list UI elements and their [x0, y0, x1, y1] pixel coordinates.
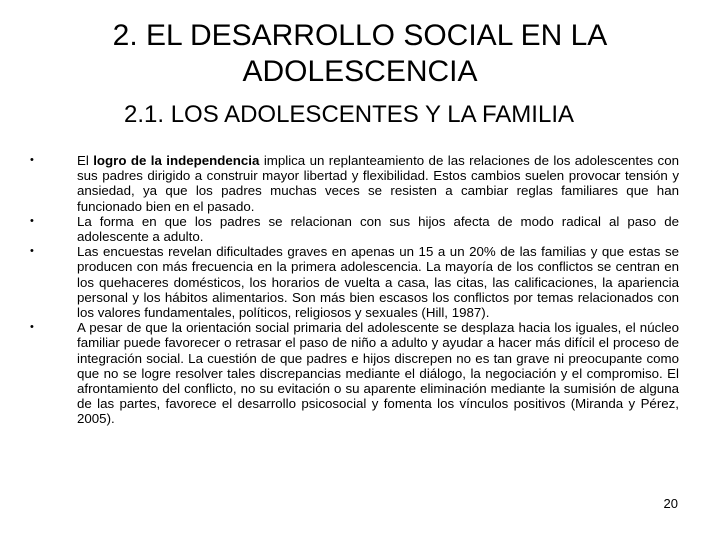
bullet-dot-icon: • — [30, 321, 34, 334]
bullet-text: Las encuestas revelan dificultades graves en apenas un 15 a un 20% de las familias y que estas se producen con más frecuencia en la primera adolescencia. La mayoría de los conflictos se centran en los quehaceres domésticos, los horarios de vuelta a casa, las citas, las calificaciones, la apariencia personal y los hábitos alimentarios. Son más bien escasos los conflictos por temas relacionados con los valores fundamentales, políticos, religiosos y sexuales (Hill, 1987). — [77, 244, 679, 321]
bullet-item — [27, 320, 679, 426]
slide-subtitle: 2.1. LOS ADOLESCENTES Y LA FAMILIA — [124, 101, 574, 128]
page-number: 20 — [663, 496, 678, 511]
bullet-item — [27, 153, 679, 214]
bullet-text: A pesar de que la orientación social primaria del adolescente se desplaza hacia los iguales, el núcleo familiar puede favorecer o retrasar el paso de niño a adulto y ayudar a hacer más difícil el proceso de integración social. La cuestión de que padres e hijos discrepen no es tan grave ni preocupante como que no se logre resolver tales discrepancias mediante el diálogo, la negociación y el compromiso. El afrontamiento del conflicto, no su evitación o su aparente eliminación mediante la sumisión de alguna de las partes, favorece el desarrollo psicosocial y fomenta los vínculos positivos (Miranda y Pérez, 2005). — [77, 320, 679, 427]
bullet-item — [27, 214, 679, 244]
bullet-bold-lead: logro de la independencia — [93, 153, 260, 168]
bullet-text: implica un replanteamiento de las relaciones de los adolescentes con sus padres dirigido a construir mayor libertad y flexibilidad. Estos cambios suelen provocar tensión y ansiedad, ya que los padres muchas veces se resisten a cambiar reglas familiares que han funcionado bien en el pasado. — [77, 153, 679, 214]
bullet-text: La forma en que los padres se relacionan con sus hijos afecta de modo radical al paso de adolescente a adulto. — [77, 213, 679, 245]
bullet-list — [27, 153, 679, 427]
bullet-dot-icon: • — [30, 214, 34, 227]
bullet-dot-icon: • — [30, 245, 34, 258]
bullet-text-prefix: El — [77, 153, 94, 168]
bullet-dot-icon: • — [30, 154, 34, 166]
bullet-item — [27, 244, 679, 320]
slide-title: 2. EL DESARROLLO SOCIAL EN LA ADOLESCENCIA — [112, 19, 608, 88]
